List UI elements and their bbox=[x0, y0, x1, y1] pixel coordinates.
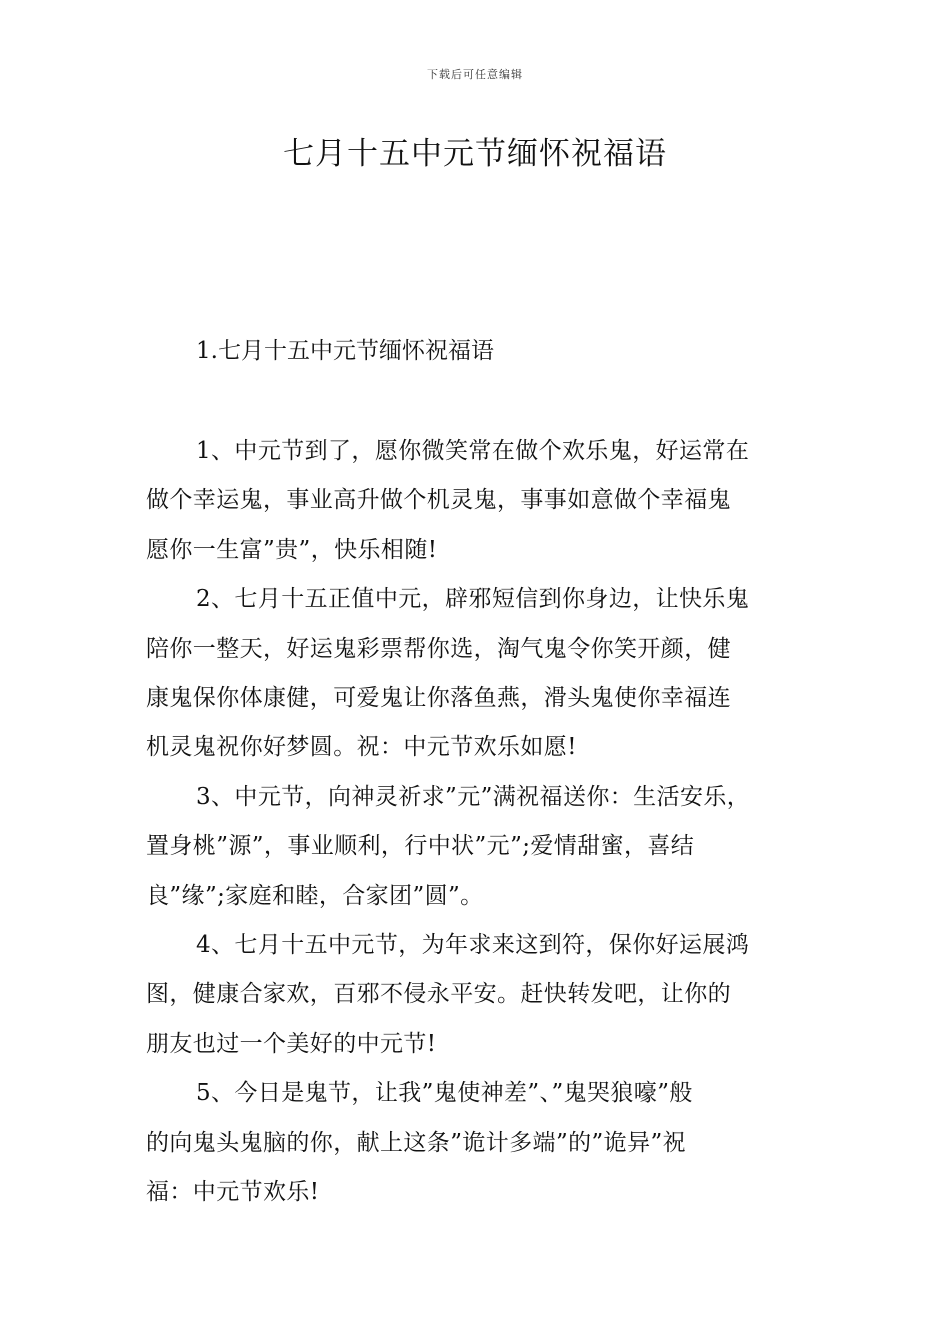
section-heading: 1.七月十五中元节缅怀祝福语 bbox=[196, 338, 494, 364]
paragraph-2 bbox=[146, 575, 810, 773]
paragraph-line: 做个幸运鬼，事业高升做个机灵鬼，事事如意做个幸福鬼 bbox=[146, 487, 731, 514]
paragraph-4 bbox=[146, 921, 810, 1069]
body-text bbox=[146, 427, 810, 1218]
header-note: 下载后可任意编辑 bbox=[427, 68, 523, 81]
paragraph-line: 朋友也过一个美好的中元节! bbox=[146, 1030, 437, 1057]
paragraph-line: 良”缘”;家庭和睦，合家团”圆”。 bbox=[146, 882, 484, 909]
paragraph-line: 2、七月十五正值中元，辟邪短信到你身边，让快乐鬼 bbox=[196, 586, 750, 613]
paragraph-line: 的向鬼头鬼脑的你，献上这条”诡计多端”的”诡异”祝 bbox=[146, 1129, 687, 1156]
paragraph-line: 康鬼保你体康健，可爱鬼让你落鱼燕，滑头鬼使你幸福连 bbox=[146, 685, 731, 712]
paragraph-5 bbox=[146, 1069, 810, 1217]
page-title: 七月十五中元节缅怀祝福语 bbox=[283, 136, 667, 172]
paragraph-line: 5、今日是鬼节，让我”鬼使神差”、”鬼哭狼嚎”般 bbox=[196, 1080, 693, 1107]
paragraph-line: 图，健康合家欢，百邪不侵永平安。赶快转发吧，让你的 bbox=[146, 981, 731, 1008]
paragraph-3 bbox=[146, 773, 810, 921]
paragraph-line: 愿你一生富”贵”，快乐相随! bbox=[146, 536, 438, 563]
paragraph-line: 3、中元节，向神灵祈求”元”满祝福送你：生活安乐， bbox=[196, 783, 751, 810]
paragraph-line: 陪你一整天，好运鬼彩票帮你选，淘气鬼令你笑开颜，健 bbox=[146, 635, 731, 662]
paragraph-line: 机灵鬼祝你好梦圆。祝：中元节欢乐如愿! bbox=[146, 734, 577, 761]
paragraph-1 bbox=[146, 427, 810, 575]
paragraph-line: 1、中元节到了，愿你微笑常在做个欢乐鬼，好运常在 bbox=[196, 438, 750, 464]
paragraph-line: 福：中元节欢乐! bbox=[146, 1179, 320, 1206]
paragraph-line: 4、七月十五中元节，为年求来这到符，保你好运展鸿 bbox=[196, 932, 750, 959]
paragraph-line: 置身桃”源”，事业顺利，行中状”元”;爱情甜蜜，喜结 bbox=[146, 833, 695, 860]
